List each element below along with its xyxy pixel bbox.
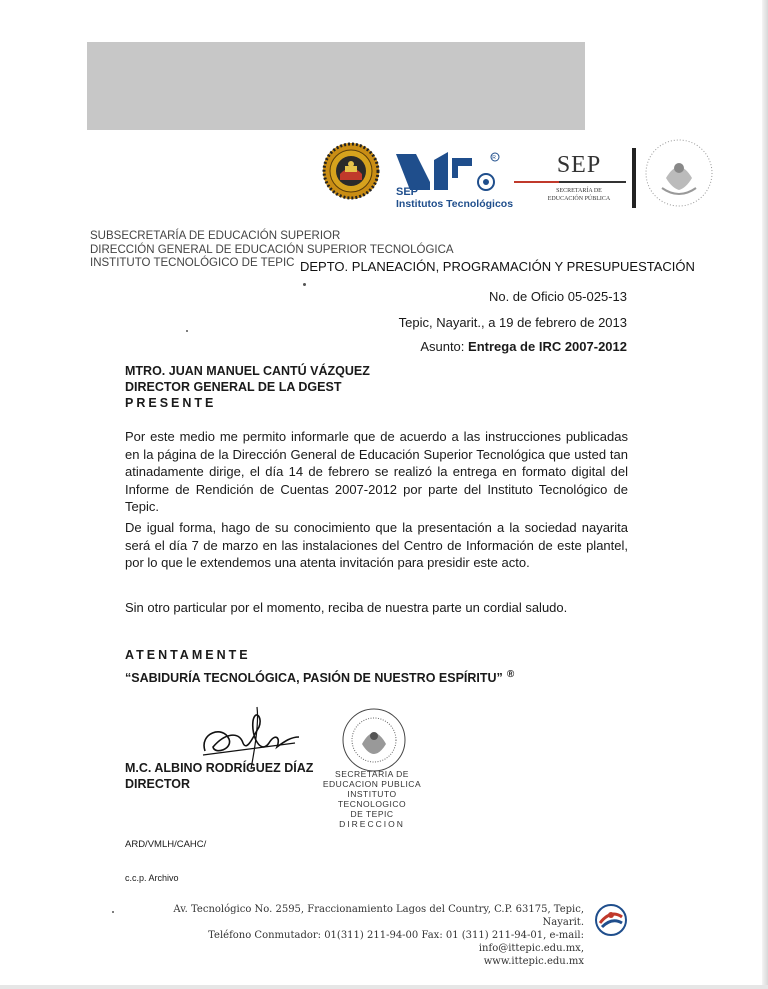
body-paragraph-2: De igual forma, hago de su conocimiento que la presentación a la sociedad nayarita será el día 7 de marzo en las instalaciones del Centro de Información de este plantel, por lo que le extendemos una atenta invitación para presidir este acto. — [125, 520, 628, 570]
org-line: INSTITUTO TECNOLÓGICO DE TEPIC — [90, 257, 295, 269]
svg-text:R: R — [492, 155, 496, 161]
footer-address — [160, 903, 584, 968]
signer-block — [125, 760, 313, 792]
closing-block — [125, 646, 514, 688]
presente: PRESENTE — [125, 396, 217, 410]
institutos-sep-text: SEP — [396, 186, 419, 198]
initials: ARD/VMLH/CAHC/ — [125, 839, 207, 850]
mexican-coat-of-arms-icon — [644, 138, 714, 208]
sep-subtitle: SECRETARÍA DE EDUCACIÓN PÚBLICA — [547, 188, 611, 202]
footer-line: Teléfono Conmutador: 01(311) 211-94-00 Fax: 01 (311) 211-94-01, e-mail: info@ittepic.edu.mx, — [208, 930, 584, 954]
body-paragraph-1: Por este medio me permito informarle que de acuerdo a las instrucciones publicadas en la página de la Dirección General de Educación Superior Tecnológica que usted tan atinadamente dirige, el día 14 de febrero se realizó la entrega en formato digital del Informe de Rendición de Cuentas 2007-2012 por parte del Instituto Tecnológico de Tepic. — [125, 429, 628, 514]
page-edge — [762, 0, 768, 989]
body-paragraph-3: Sin otro particular por el momento, reciba de nuestra parte un cordial saludo. — [125, 600, 568, 615]
sep-divider — [514, 181, 626, 183]
org-line: SUBSECRETARÍA DE EDUCACIÓN SUPERIOR — [90, 230, 341, 242]
itt-seal-logo — [322, 142, 380, 200]
footer-line: www.ittepic.edu.mx — [483, 956, 584, 967]
place-date: Tepic, Nayarit., a 19 de febrero de 2013 — [398, 315, 627, 330]
carbon-copy: c.c.p. Archivo — [125, 873, 179, 883]
recipient-block — [125, 363, 370, 411]
signer-title: DIRECTOR — [125, 777, 191, 791]
institutos-label: Institutos Tecnológicos — [396, 198, 514, 210]
paper-speck — [303, 283, 306, 286]
signer-name: M.C. ALBINO RODRÍGUEZ DÍAZ — [125, 761, 314, 775]
department-title: DEPTO. PLANEACIÓN, PROGRAMACIÓN Y PRESUPUESTACIÓN — [300, 259, 695, 274]
recipient-name: MTRO. JUAN MANUEL CANTÚ VÁZQUEZ — [125, 364, 370, 378]
page-edge-bottom — [0, 985, 768, 989]
official-stamp-seal-icon — [340, 706, 408, 774]
footer-line: Av. Tecnológico No. 2595, Fraccionamiento Lagos del Country, C.P. 63175, Tepic, Nayarit. — [173, 904, 584, 928]
paper-speck — [112, 911, 114, 913]
subject-label: Asunto: — [420, 339, 465, 354]
recipient-title: DIRECTOR GENERAL DE LA DGEST — [125, 380, 342, 394]
footer-emblem-icon — [594, 903, 628, 937]
org-line: DIRECCIÓN GENERAL DE EDUCACIÓN SUPERIOR TECNOLÓGICA — [90, 243, 454, 256]
subject-value: Entrega de IRC 2007-2012 — [468, 339, 627, 354]
registered-mark: ® — [506, 669, 515, 680]
sep-separator-bar — [632, 148, 636, 208]
motto: “SABIDURÍA TECNOLÓGICA, PASIÓN DE NUESTRO ESPÍRITU” ® — [125, 669, 515, 686]
subject-line — [330, 339, 627, 354]
atentamente: ATENTAMENTE — [125, 648, 251, 662]
oficio-number: No. de Oficio 05-025-13 — [488, 289, 627, 304]
redacted-block — [87, 42, 585, 130]
paper-speck — [186, 330, 188, 332]
sep-wordmark: SEP — [556, 152, 602, 178]
official-stamp-text: SECRETARIA DE EDUCACION PUBLICA INSTITUTO TECNOLOGICO DE TEPIC DIRECCION — [322, 769, 422, 829]
